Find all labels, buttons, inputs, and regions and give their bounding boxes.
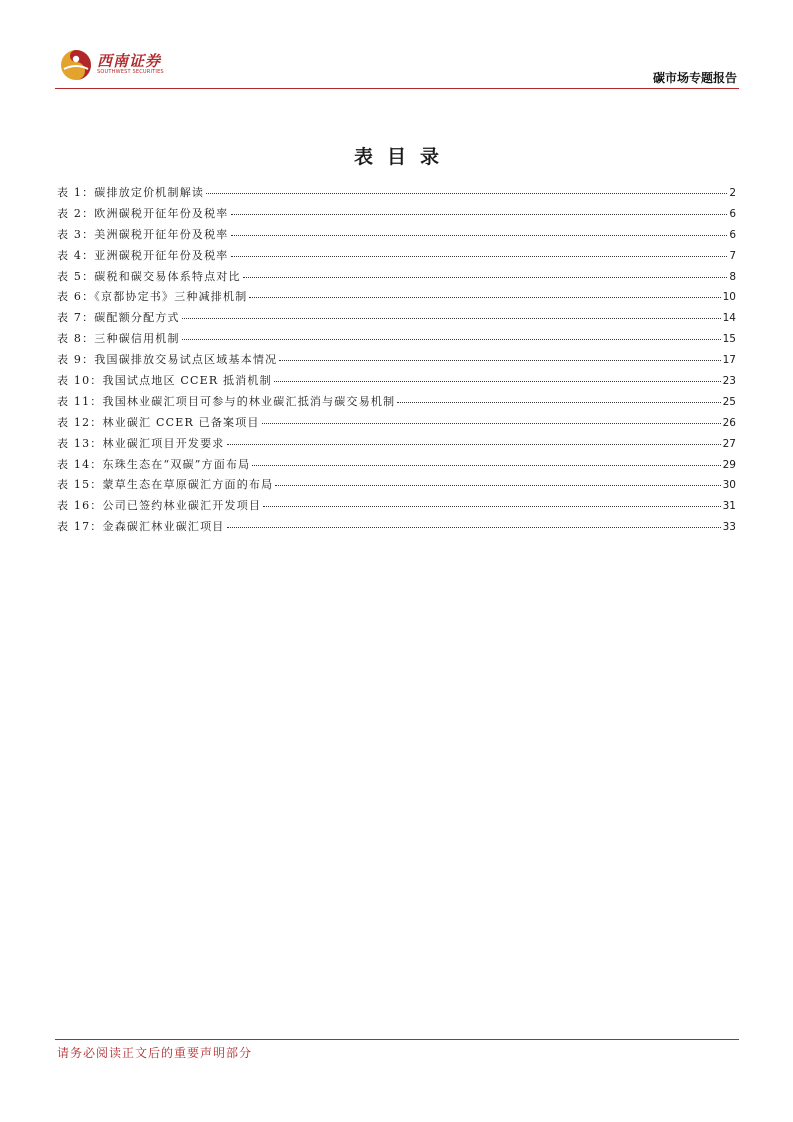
toc-entry[interactable] bbox=[57, 247, 736, 268]
toc-entry-label: 表 4：亚洲碳税开征年份及税率 bbox=[57, 248, 229, 262]
toc-entry-page: 15 bbox=[722, 333, 736, 346]
toc-entry-page: 6 bbox=[729, 207, 736, 220]
toc-entry-page: 17 bbox=[722, 354, 736, 367]
toc-entry-label: 表 2：欧洲碳税开征年份及税率 bbox=[57, 206, 229, 220]
toc-leader-dots bbox=[243, 277, 728, 278]
toc-entry[interactable] bbox=[57, 476, 736, 497]
toc-entry-page: 7 bbox=[729, 249, 736, 262]
toc-entry[interactable] bbox=[57, 268, 736, 289]
toc-entry-page: 25 bbox=[722, 395, 736, 408]
footer-divider bbox=[55, 1039, 739, 1040]
toc-entry-label: 表 8：三种碳信用机制 bbox=[57, 332, 180, 346]
toc-entry[interactable] bbox=[57, 372, 736, 393]
toc-entry-label: 表 11：我国林业碳汇项目可参与的林业碳汇抵消与碳交易机制 bbox=[57, 394, 396, 408]
toc-entry-label: 表 15：蒙草生态在草原碳汇方面的布局 bbox=[57, 478, 274, 492]
toc-entry[interactable] bbox=[57, 330, 736, 351]
toc-entry-label: 表 1：碳排放定价机制解读 bbox=[57, 186, 205, 199]
toc-leader-dots bbox=[231, 256, 728, 257]
toc-leader-dots bbox=[275, 485, 720, 486]
toc-entry-page: 6 bbox=[729, 228, 736, 241]
toc-entry-page: 31 bbox=[722, 500, 736, 513]
report-type-label: 碳市场专题报告 bbox=[652, 71, 737, 85]
toc-leader-dots bbox=[279, 360, 720, 361]
toc-entry[interactable] bbox=[57, 309, 736, 330]
toc-leader-dots bbox=[231, 214, 728, 215]
toc-entry[interactable] bbox=[57, 456, 736, 477]
toc-entry-page: 27 bbox=[722, 437, 736, 450]
toc-entry-page: 26 bbox=[722, 416, 736, 429]
toc-entry[interactable] bbox=[57, 435, 736, 456]
toc-entry-label: 表 16：公司已签约林业碳汇开发项目 bbox=[57, 499, 262, 513]
toc-leader-dots bbox=[182, 318, 721, 319]
toc-entry[interactable] bbox=[57, 226, 736, 247]
toc-entry[interactable] bbox=[57, 205, 736, 226]
company-logo bbox=[55, 48, 215, 88]
toc-leader-dots bbox=[263, 506, 721, 507]
toc-leader-dots bbox=[227, 444, 721, 445]
toc-entry[interactable] bbox=[57, 393, 736, 414]
toc-entry-page: 14 bbox=[722, 312, 736, 325]
toc-entry-label: 表 5：碳税和碳交易体系特点对比 bbox=[57, 269, 241, 283]
toc-entry[interactable] bbox=[57, 351, 736, 372]
toc-leader-dots bbox=[252, 465, 720, 466]
toc-leader-dots bbox=[206, 193, 727, 194]
toc-leader-dots bbox=[227, 527, 721, 528]
page-header bbox=[55, 42, 739, 90]
header-divider bbox=[55, 88, 739, 89]
table-of-tables bbox=[57, 184, 736, 539]
toc-entry-label: 表 3：美洲碳税开征年份及税率 bbox=[57, 227, 229, 241]
toc-entry-page: 29 bbox=[722, 458, 736, 471]
toc-leader-dots bbox=[397, 402, 720, 403]
toc-entry-label: 表 7：碳配额分配方式 bbox=[57, 311, 180, 325]
toc-entry-page: 33 bbox=[722, 521, 736, 534]
toc-entry[interactable] bbox=[57, 184, 736, 205]
toc-entry-label: 表 10：我国试点地区 CCER 抵消机制 bbox=[57, 374, 272, 388]
toc-leader-dots bbox=[249, 297, 720, 298]
toc-entry[interactable] bbox=[57, 288, 736, 309]
toc-entry-page: 2 bbox=[729, 187, 736, 199]
toc-entry-label: 表 12：林业碳汇 CCER 已备案项目 bbox=[57, 415, 260, 429]
toc-entry-page: 8 bbox=[729, 270, 736, 283]
toc-entry-label: 表 14：东珠生态在“双碳”方面布局 bbox=[57, 457, 251, 471]
southwest-securities-logo-icon bbox=[59, 48, 93, 82]
toc-entry-page: 10 bbox=[722, 291, 736, 304]
toc-leader-dots bbox=[182, 339, 721, 340]
toc-entry-label: 表 9：我国碳排放交易试点区域基本情况 bbox=[57, 353, 278, 367]
toc-entry-page: 23 bbox=[722, 375, 736, 388]
toc-leader-dots bbox=[274, 381, 721, 382]
toc-leader-dots bbox=[231, 235, 728, 236]
toc-entry-page: 30 bbox=[722, 479, 736, 492]
logo-chinese-name: 西南证券 bbox=[97, 52, 162, 70]
toc-entry-label: 表 6：《京都协定书》三种减排机制 bbox=[57, 290, 248, 304]
toc-leader-dots bbox=[262, 423, 721, 424]
toc-entry-label: 表 13：林业碳汇项目开发要求 bbox=[57, 436, 225, 450]
toc-entry[interactable] bbox=[57, 497, 736, 518]
toc-entry-label: 表 17：金森碳汇林业碳汇项目 bbox=[57, 520, 225, 534]
toc-entry[interactable] bbox=[57, 518, 736, 539]
toc-entry[interactable] bbox=[57, 414, 736, 435]
footer-disclaimer: 请务必阅读正文后的重要声明部分 bbox=[57, 1046, 253, 1060]
logo-english-name: SOUTHWEST SECURITIES bbox=[97, 69, 164, 75]
page-title: 表目录 bbox=[353, 146, 453, 168]
